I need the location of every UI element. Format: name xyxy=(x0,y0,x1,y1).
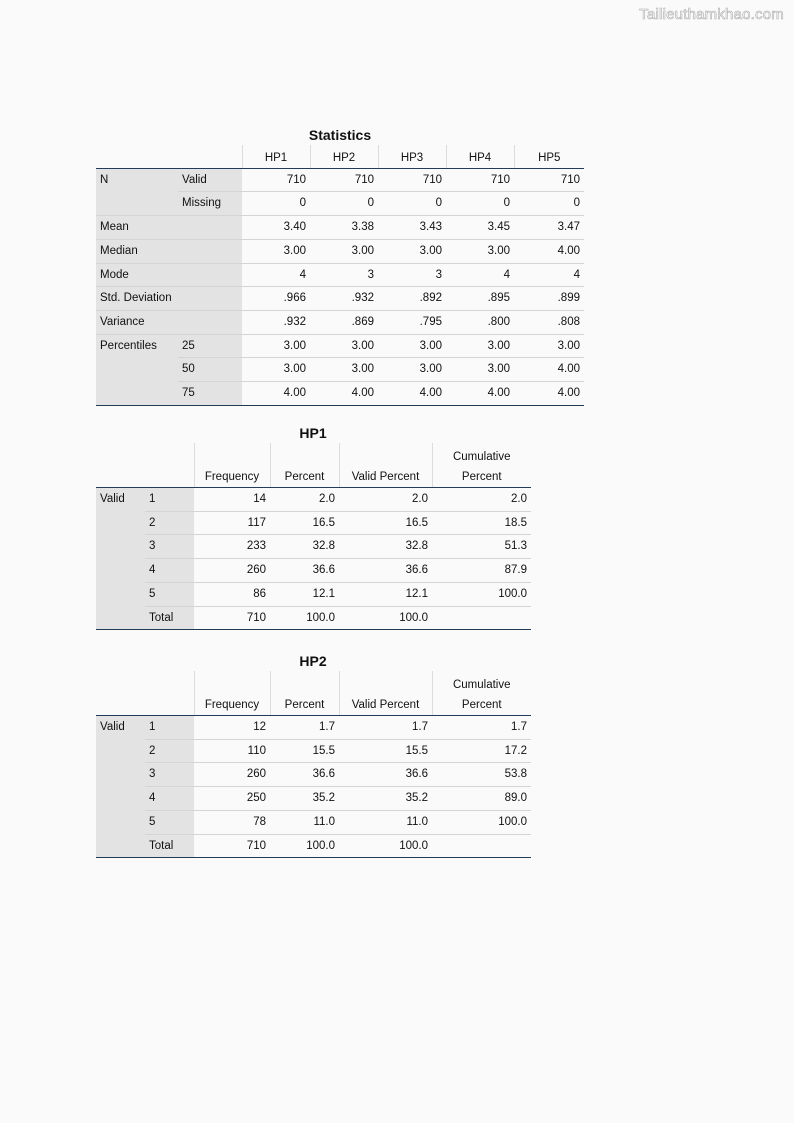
stat-value: 4.00 xyxy=(514,239,584,263)
stat-value: 3.45 xyxy=(446,216,514,240)
column-header: HP5 xyxy=(514,145,584,168)
group-label xyxy=(96,511,145,535)
valid-percent-value: 11.0 xyxy=(339,810,432,834)
hp2-body xyxy=(96,716,531,858)
category-label: 2 xyxy=(145,739,194,763)
frequency-row xyxy=(96,488,531,512)
stat-value: 4.00 xyxy=(514,358,584,382)
category-label: 1 xyxy=(145,488,194,512)
percent-value: 32.8 xyxy=(270,535,339,559)
row-sublabel: 25 xyxy=(178,334,242,358)
cumulative-percent-value xyxy=(432,606,531,630)
row-label: Std. Deviation xyxy=(96,287,178,311)
cumulative-percent-value: 51.3 xyxy=(432,535,531,559)
statistics-row xyxy=(96,239,584,263)
row-label: N xyxy=(96,168,178,192)
frequency-row xyxy=(96,535,531,559)
percent-value: 15.5 xyxy=(270,739,339,763)
percent-value: 100.0 xyxy=(270,834,339,858)
row-label: Mean xyxy=(96,216,178,240)
stat-value: 0 xyxy=(310,192,378,216)
statistics-row xyxy=(96,310,584,334)
stat-value: .899 xyxy=(514,287,584,311)
valid-percent-header: Valid Percent xyxy=(339,671,432,716)
stat-value: 3.00 xyxy=(310,358,378,382)
group-label xyxy=(96,787,145,811)
percent-header: Percent xyxy=(270,443,339,488)
frequency-row xyxy=(96,739,531,763)
category-label: Total xyxy=(145,834,194,858)
group-label xyxy=(96,606,145,630)
valid-percent-value: 12.1 xyxy=(339,582,432,606)
percent-value: 1.7 xyxy=(270,716,339,740)
category-label: 3 xyxy=(145,535,194,559)
valid-percent-value: 36.6 xyxy=(339,763,432,787)
row-sublabel: 50 xyxy=(178,358,242,382)
statistics-row xyxy=(96,287,584,311)
statistics-table xyxy=(96,145,584,406)
statistics-row xyxy=(96,216,584,240)
column-header: HP4 xyxy=(446,145,514,168)
stat-value: 710 xyxy=(378,168,446,192)
cumulative-percent-value: 87.9 xyxy=(432,559,531,583)
stat-value: 0 xyxy=(514,192,584,216)
cumulative-percent-value: 2.0 xyxy=(432,488,531,512)
stat-value: 3.00 xyxy=(378,334,446,358)
row-label: Variance xyxy=(96,310,178,334)
percent-value: 11.0 xyxy=(270,810,339,834)
stat-value: 4 xyxy=(514,263,584,287)
cumulative-percent-header xyxy=(432,443,531,488)
stat-value: 3 xyxy=(378,263,446,287)
hp1-title: HP1 xyxy=(299,425,327,441)
valid-percent-header: Valid Percent xyxy=(339,443,432,488)
frequency-row xyxy=(96,787,531,811)
group-label xyxy=(96,535,145,559)
category-label: 4 xyxy=(145,559,194,583)
stat-value: 710 xyxy=(310,168,378,192)
stat-value: 4.00 xyxy=(378,382,446,406)
watermark-text: Tailieuthamkhao.com xyxy=(639,6,784,23)
percent-header: Percent xyxy=(270,671,339,716)
stat-value: .932 xyxy=(310,287,378,311)
cumulative-percent-value xyxy=(432,834,531,858)
statistics-row xyxy=(96,192,584,216)
stat-value: .869 xyxy=(310,310,378,334)
stat-value: 3.00 xyxy=(446,334,514,358)
stat-value: 3.47 xyxy=(514,216,584,240)
frequency-row xyxy=(96,810,531,834)
stat-value: .808 xyxy=(514,310,584,334)
stat-value: 710 xyxy=(514,168,584,192)
frequency-value: 12 xyxy=(194,716,270,740)
row-label: Mode xyxy=(96,263,178,287)
category-label: 5 xyxy=(145,810,194,834)
cumulative-percent-value: 100.0 xyxy=(432,582,531,606)
cumulative-percent-header xyxy=(432,671,531,716)
category-label: 4 xyxy=(145,787,194,811)
statistics-header-row xyxy=(96,145,584,168)
cumulative-header-line1: Cumulative xyxy=(452,679,511,691)
valid-percent-value: 1.7 xyxy=(339,716,432,740)
percent-value: 36.6 xyxy=(270,763,339,787)
statistics-row xyxy=(96,382,584,406)
row-label: Median xyxy=(96,239,178,263)
row-sublabel xyxy=(178,263,242,287)
frequency-value: 86 xyxy=(194,582,270,606)
cumulative-percent-value: 53.8 xyxy=(432,763,531,787)
frequency-row xyxy=(96,582,531,606)
stat-value: 3.00 xyxy=(378,358,446,382)
row-label xyxy=(96,192,178,216)
stat-value: 3.00 xyxy=(242,334,310,358)
row-sublabel xyxy=(178,310,242,334)
cumulative-header-line2: Percent xyxy=(461,471,502,483)
percent-value: 36.6 xyxy=(270,559,339,583)
stat-value: .795 xyxy=(378,310,446,334)
frequency-row xyxy=(96,834,531,858)
stat-value: 3.00 xyxy=(242,358,310,382)
frequency-value: 233 xyxy=(194,535,270,559)
category-label: 3 xyxy=(145,763,194,787)
statistics-row xyxy=(96,168,584,192)
frequency-value: 14 xyxy=(194,488,270,512)
stat-value: 3 xyxy=(310,263,378,287)
valid-percent-value: 15.5 xyxy=(339,739,432,763)
frequency-row xyxy=(96,606,531,630)
frequency-value: 260 xyxy=(194,559,270,583)
statistics-row xyxy=(96,263,584,287)
corner-cell xyxy=(145,443,194,488)
frequency-value: 110 xyxy=(194,739,270,763)
row-label xyxy=(96,358,178,382)
column-header: HP3 xyxy=(378,145,446,168)
row-sublabel: Valid xyxy=(178,168,242,192)
valid-percent-value: 16.5 xyxy=(339,511,432,535)
percent-value: 12.1 xyxy=(270,582,339,606)
group-label xyxy=(96,834,145,858)
stat-value: 710 xyxy=(446,168,514,192)
statistics-row xyxy=(96,358,584,382)
category-label: 1 xyxy=(145,716,194,740)
frequency-header: Frequency xyxy=(194,443,270,488)
row-sublabel xyxy=(178,239,242,263)
corner-cell xyxy=(178,145,242,168)
frequency-row xyxy=(96,511,531,535)
valid-percent-value: 2.0 xyxy=(339,488,432,512)
column-header: HP2 xyxy=(310,145,378,168)
hp2-title: HP2 xyxy=(299,653,327,669)
corner-cell xyxy=(96,671,145,716)
corner-cell xyxy=(96,145,178,168)
cumulative-percent-value: 17.2 xyxy=(432,739,531,763)
row-sublabel: Missing xyxy=(178,192,242,216)
frequency-value: 250 xyxy=(194,787,270,811)
stat-value: 4 xyxy=(446,263,514,287)
category-label: Total xyxy=(145,606,194,630)
group-label xyxy=(96,559,145,583)
stat-value: 4.00 xyxy=(514,382,584,406)
row-sublabel xyxy=(178,216,242,240)
stat-value: 0 xyxy=(242,192,310,216)
valid-percent-value: 100.0 xyxy=(339,834,432,858)
stat-value: 3.43 xyxy=(378,216,446,240)
stat-value: 0 xyxy=(446,192,514,216)
corner-cell xyxy=(96,443,145,488)
stat-value: 3.00 xyxy=(310,334,378,358)
cumulative-header-line2: Percent xyxy=(461,699,502,711)
stat-value: 4.00 xyxy=(310,382,378,406)
stat-value: .800 xyxy=(446,310,514,334)
cumulative-percent-value: 18.5 xyxy=(432,511,531,535)
stat-value: .966 xyxy=(242,287,310,311)
stat-value: 3.00 xyxy=(378,239,446,263)
stat-value: .932 xyxy=(242,310,310,334)
group-label xyxy=(96,763,145,787)
frequency-value: 710 xyxy=(194,606,270,630)
stat-value: 3.00 xyxy=(514,334,584,358)
percent-value: 35.2 xyxy=(270,787,339,811)
hp1-body xyxy=(96,488,531,630)
frequency-value: 260 xyxy=(194,763,270,787)
stat-value: 3.00 xyxy=(242,239,310,263)
valid-percent-value: 36.6 xyxy=(339,559,432,583)
stat-value: .895 xyxy=(446,287,514,311)
cumulative-percent-value: 100.0 xyxy=(432,810,531,834)
stat-value: 4 xyxy=(242,263,310,287)
hp2-header-row xyxy=(96,671,531,716)
cumulative-percent-value: 89.0 xyxy=(432,787,531,811)
stat-value: 0 xyxy=(378,192,446,216)
category-label: 5 xyxy=(145,582,194,606)
percent-value: 16.5 xyxy=(270,511,339,535)
frequency-value: 710 xyxy=(194,834,270,858)
stat-value: 3.00 xyxy=(446,358,514,382)
percent-value: 100.0 xyxy=(270,606,339,630)
stat-value: 710 xyxy=(242,168,310,192)
percent-value: 2.0 xyxy=(270,488,339,512)
statistics-row xyxy=(96,334,584,358)
group-label: Valid xyxy=(96,716,145,740)
group-label: Valid xyxy=(96,488,145,512)
stat-value: 3.40 xyxy=(242,216,310,240)
group-label xyxy=(96,739,145,763)
row-label xyxy=(96,382,178,406)
row-sublabel xyxy=(178,287,242,311)
frequency-value: 78 xyxy=(194,810,270,834)
frequency-row xyxy=(96,763,531,787)
stat-value: 4.00 xyxy=(446,382,514,406)
stat-value: 4.00 xyxy=(242,382,310,406)
valid-percent-value: 32.8 xyxy=(339,535,432,559)
cumulative-header-line1: Cumulative xyxy=(452,451,511,463)
row-sublabel: 75 xyxy=(178,382,242,406)
statistics-title: Statistics xyxy=(308,127,372,143)
valid-percent-value: 35.2 xyxy=(339,787,432,811)
hp2-frequency-table xyxy=(96,671,531,858)
group-label xyxy=(96,582,145,606)
stat-value: .892 xyxy=(378,287,446,311)
column-header: HP1 xyxy=(242,145,310,168)
hp1-frequency-table xyxy=(96,443,531,630)
hp1-header-row xyxy=(96,443,531,488)
cumulative-percent-value: 1.7 xyxy=(432,716,531,740)
stat-value: 3.38 xyxy=(310,216,378,240)
corner-cell xyxy=(145,671,194,716)
frequency-row xyxy=(96,716,531,740)
frequency-row xyxy=(96,559,531,583)
frequency-header: Frequency xyxy=(194,671,270,716)
frequency-value: 117 xyxy=(194,511,270,535)
valid-percent-value: 100.0 xyxy=(339,606,432,630)
row-label: Percentiles xyxy=(96,334,178,358)
category-label: 2 xyxy=(145,511,194,535)
stat-value: 3.00 xyxy=(310,239,378,263)
statistics-body xyxy=(96,168,584,405)
group-label xyxy=(96,810,145,834)
stat-value: 3.00 xyxy=(446,239,514,263)
